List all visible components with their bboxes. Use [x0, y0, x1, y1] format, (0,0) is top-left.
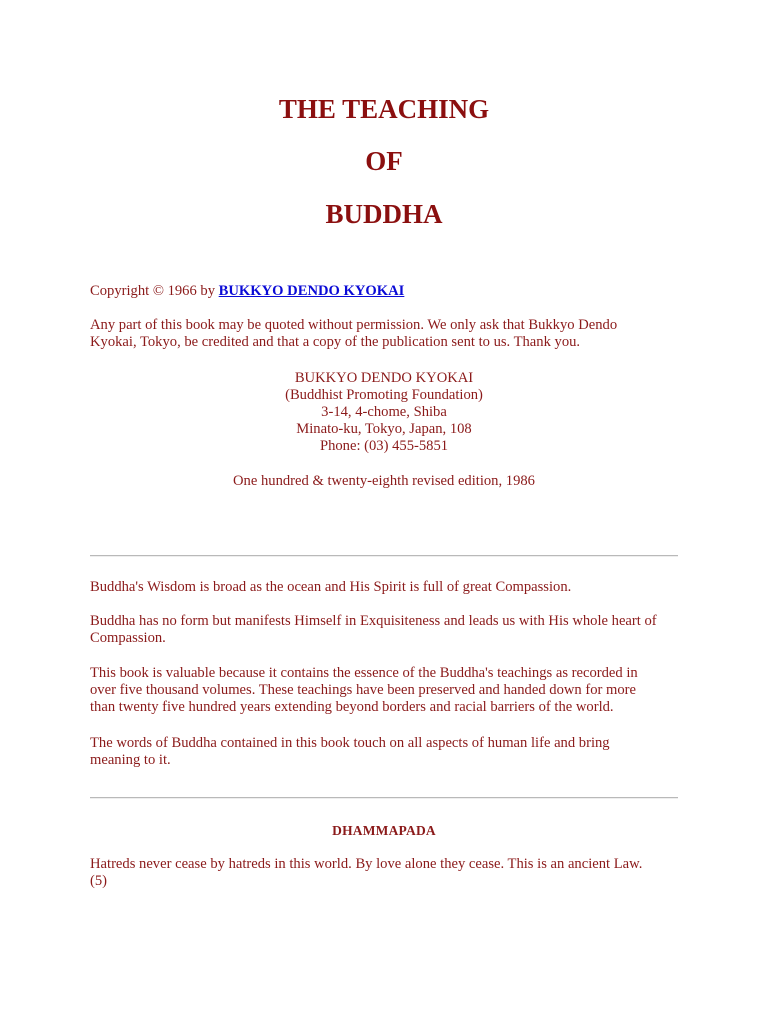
publisher-link[interactable]: BUKKYO DENDO KYOKAI [218, 283, 405, 299]
intro-paragraph-2 [90, 613, 678, 647]
address-phone: Phone: (03) 455-5851 [319, 438, 449, 454]
intro-p3-line-1: This book is valuable because it contains the essence of the Buddha's teachings as recorded in [90, 665, 638, 681]
verse-line-1: Hatreds never cease by hatreds in this world. By love alone they cease. This is an ancient Law. [90, 856, 643, 872]
intro-p2-line-1: Buddha has no form but manifests Himself in Exquisiteness and leads us with His whole heart of [90, 613, 657, 629]
address-name: BUKKYO DENDO KYOKAI [294, 370, 474, 386]
intro-p2-line-2: Compassion. [90, 630, 166, 646]
dhammapada-verse [90, 856, 678, 890]
permission-paragraph [90, 317, 678, 351]
intro-p3-line-2: over five thousand volumes. These teachings have been preserved and handed down for more [90, 682, 637, 698]
intro-p3-line-3: than twenty five hundred years extending beyond borders and racial barriers of the world. [90, 699, 614, 715]
intro-paragraph-1: Buddha's Wisdom is broad as the ocean and His Spirit is full of great Compassion. [90, 579, 572, 595]
divider-2 [90, 797, 678, 799]
permission-line-1: Any part of this book may be quoted without permission. We only ask that Bukkyo Dendo [90, 317, 618, 333]
title-line-2: OF [365, 146, 403, 176]
copyright-prefix: Copyright © 1966 by [90, 283, 219, 299]
copyright-line [90, 283, 678, 300]
intro-paragraph-3 [90, 665, 678, 716]
address-city: Minato-ku, Tokyo, Japan, 108 [296, 421, 472, 437]
edition-line: One hundred & twenty-eighth revised edition, 1986 [233, 473, 535, 489]
address-street: 3-14, 4-chome, Shiba [321, 404, 447, 420]
permission-line-2: Kyokai, Tokyo, be credited and that a copy of the publication sent to us. Thank you. [90, 334, 581, 350]
publisher-address [90, 370, 678, 455]
title-line-1: THE TEACHING [278, 94, 490, 124]
intro-paragraph-4 [90, 735, 678, 769]
divider-1 [90, 555, 678, 557]
verse-line-2: (5) [90, 873, 108, 889]
title-line-3: BUDDHA [325, 199, 443, 229]
intro-p4-line-1: The words of Buddha contained in this book touch on all aspects of human life and bring [90, 735, 610, 751]
address-subtitle: (Buddhist Promoting Foundation) [285, 387, 483, 403]
dhammapada-heading: DHAMMAPADA [332, 823, 436, 838]
intro-p4-line-2: meaning to it. [90, 752, 171, 768]
